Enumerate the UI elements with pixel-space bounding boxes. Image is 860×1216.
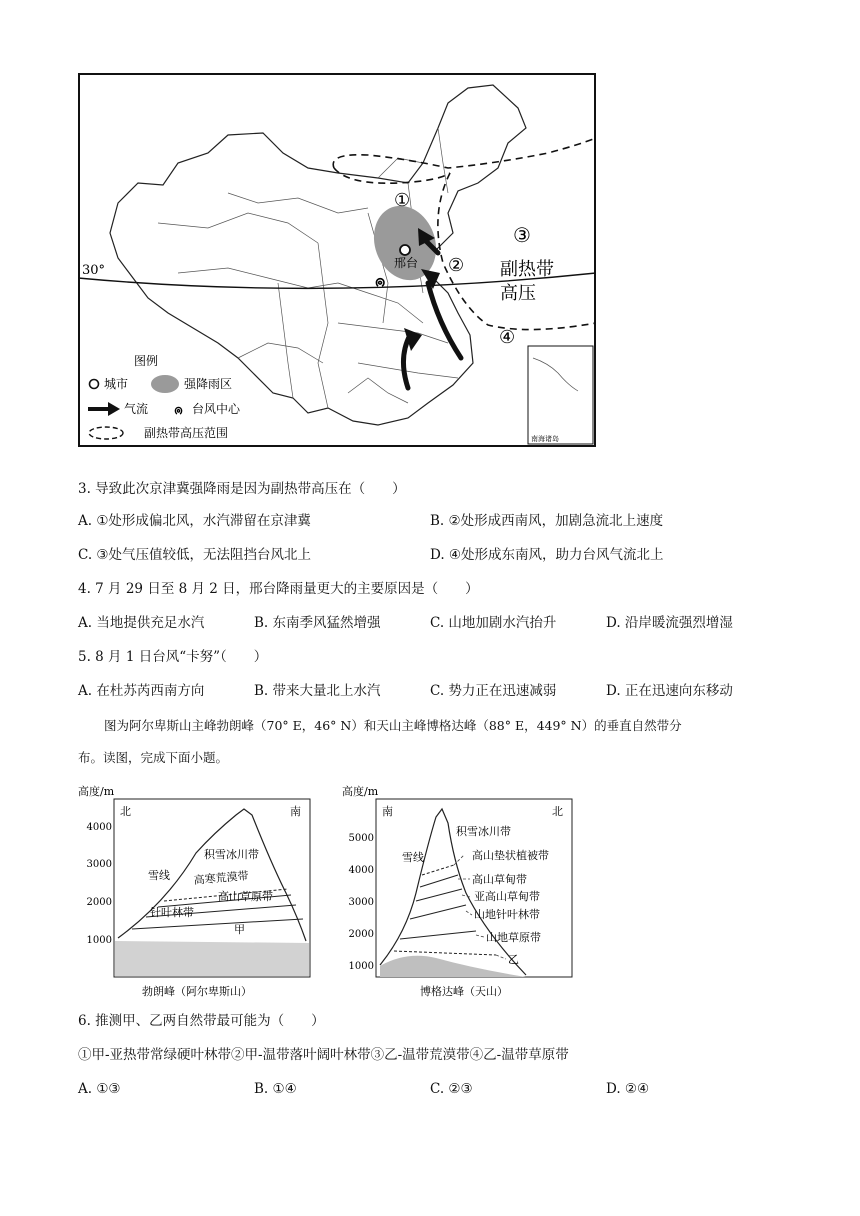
intro-line-2: 布。读图，完成下面小题。 (78, 750, 229, 765)
city-xingtai-marker (400, 245, 410, 255)
right-north: 北 (552, 805, 563, 818)
left-south: 南 (290, 805, 301, 818)
city-label: 邢台 (394, 256, 419, 270)
left-tick-1000: 1000 (86, 935, 112, 946)
right-band-steppe: 山地草原带 (486, 931, 541, 944)
legend-city-icon (90, 380, 99, 389)
right-tick-2000: 2000 (348, 929, 374, 940)
montblanc-diagram (76, 783, 316, 1003)
q5-stem: 5. 8 月 1 日台风“卡努”（ ） (78, 649, 268, 665)
legend-typhoon: 台风中心 (192, 402, 241, 416)
q4-stem: 4. 7 月 29 日至 8 月 2 日，邢台降雨量更大的主要原因是（ ） (78, 581, 479, 597)
bogda-diagram (336, 783, 576, 1003)
right-band-subalpine: 亚高山草甸带 (474, 890, 540, 903)
left-band-snow: 积雪冰川带 (204, 848, 259, 861)
q3-option-c[interactable]: C. ③处气压值较低，无法阻挡台风北上 (78, 547, 312, 563)
right-band-cushion: 高山垫状植被带 (472, 849, 549, 862)
q5-option-b[interactable]: B. 带来大量北上水汽 (254, 683, 381, 699)
left-snowline: 雪线 (148, 869, 170, 882)
label-c2: ② (448, 255, 465, 276)
q3-stem: 3. 导致此次京津冀强降雨是因为副热带高压在（ ） (78, 481, 406, 497)
q6-option-d[interactable]: D. ②④ (606, 1081, 650, 1097)
right-tick-3000: 3000 (348, 897, 374, 908)
left-tick-3000: 3000 (86, 859, 112, 870)
q4-option-a[interactable]: A. 当地提供充足水汽 (78, 615, 205, 631)
q6-option-b[interactable]: B. ①④ (254, 1081, 297, 1097)
right-tick-1000: 1000 (348, 961, 374, 972)
left-band-grass: 高山草原带 (218, 890, 273, 903)
q5-option-d[interactable]: D. 正在迅速向东移动 (606, 683, 733, 699)
left-band-jia: 甲 (234, 923, 245, 936)
left-tick-4000: 4000 (86, 822, 112, 833)
q6-option-c[interactable]: C. ②③ (430, 1081, 473, 1097)
legend-high: 副热带高压范围 (144, 426, 229, 440)
right-caption: 博格达峰（天山） (420, 985, 508, 998)
legend-rain: 强降雨区 (184, 377, 233, 391)
q4-option-b[interactable]: B. 东南季风猛然增强 (254, 615, 381, 631)
weather-map (78, 73, 596, 447)
right-band-meadow: 高山草甸带 (472, 873, 527, 886)
q3-option-a[interactable]: A. ①处形成偏北风，水汽滞留在京津冀 (78, 513, 311, 529)
left-axis-label: 高度/m (78, 785, 115, 798)
high-label-2: 高压 (500, 283, 536, 304)
inset-label: 南海诸岛 (531, 435, 559, 443)
q6-stem: 6. 推测甲、乙两自然带最可能为（ ） (78, 1013, 325, 1029)
q6-choices: ①甲-亚热带常绿硬叶林带②甲-温带落叶阔叶林带③乙-温带荒漠带④乙-温带草原带 (78, 1047, 569, 1063)
left-band-desert: 高寒荒漠带 (193, 869, 250, 887)
left-caption: 勃朗峰（阿尔卑斯山） (142, 985, 252, 998)
q3-option-b[interactable]: B. ②处形成西南风，加剧急流北上速度 (430, 513, 664, 529)
label-c4: ④ (499, 327, 516, 348)
q3-option-d[interactable]: D. ④处形成东南风，助力台风气流北上 (430, 547, 664, 563)
legend-rain-icon (151, 375, 179, 393)
right-band-conifer: 山地针叶林带 (474, 908, 540, 921)
high-label: 副热带 (500, 259, 554, 280)
q5-option-a[interactable]: A. 在杜苏芮西南方向 (78, 683, 205, 699)
right-axis-label: 高度/m (342, 785, 379, 798)
right-tick-4000: 4000 (348, 865, 374, 876)
label-c3: ③ (513, 223, 531, 247)
legend-city: 城市 (104, 377, 129, 391)
right-snowline: 雪线 (402, 851, 424, 864)
legend-flow: 气流 (124, 402, 149, 416)
q4-option-c[interactable]: C. 山地加剧水汽抬升 (430, 615, 557, 631)
right-band-snow: 积雪冰川带 (456, 825, 511, 838)
lat-label: 30° (82, 263, 106, 278)
right-tick-5000: 5000 (348, 833, 374, 844)
right-band-yi: 乙 (508, 953, 519, 966)
left-tick-2000: 2000 (86, 897, 112, 908)
q5-option-c[interactable]: C. 势力正在迅速减弱 (430, 683, 557, 699)
left-north: 北 (120, 805, 131, 818)
left-ground (115, 941, 309, 976)
q4-option-d[interactable]: D. 沿岸暖流强烈增湿 (606, 615, 733, 631)
legend-title: 图例 (134, 354, 159, 368)
left-band-conifer: 针叶林带 (150, 906, 194, 919)
label-c1: ① (394, 190, 411, 211)
intro-line-1: 图为阿尔卑斯山主峰勃朗峰（70° E，46° N）和天山主峰博格达峰（88° E，449° N）的垂直自然带分 (104, 718, 682, 733)
typhoon-icon: ၐ (375, 270, 386, 291)
legend-typhoon-icon: ၐ (174, 400, 183, 418)
weather-map-figure (78, 73, 596, 447)
right-south: 南 (382, 805, 393, 818)
q6-option-a[interactable]: A. ①③ (78, 1081, 121, 1097)
